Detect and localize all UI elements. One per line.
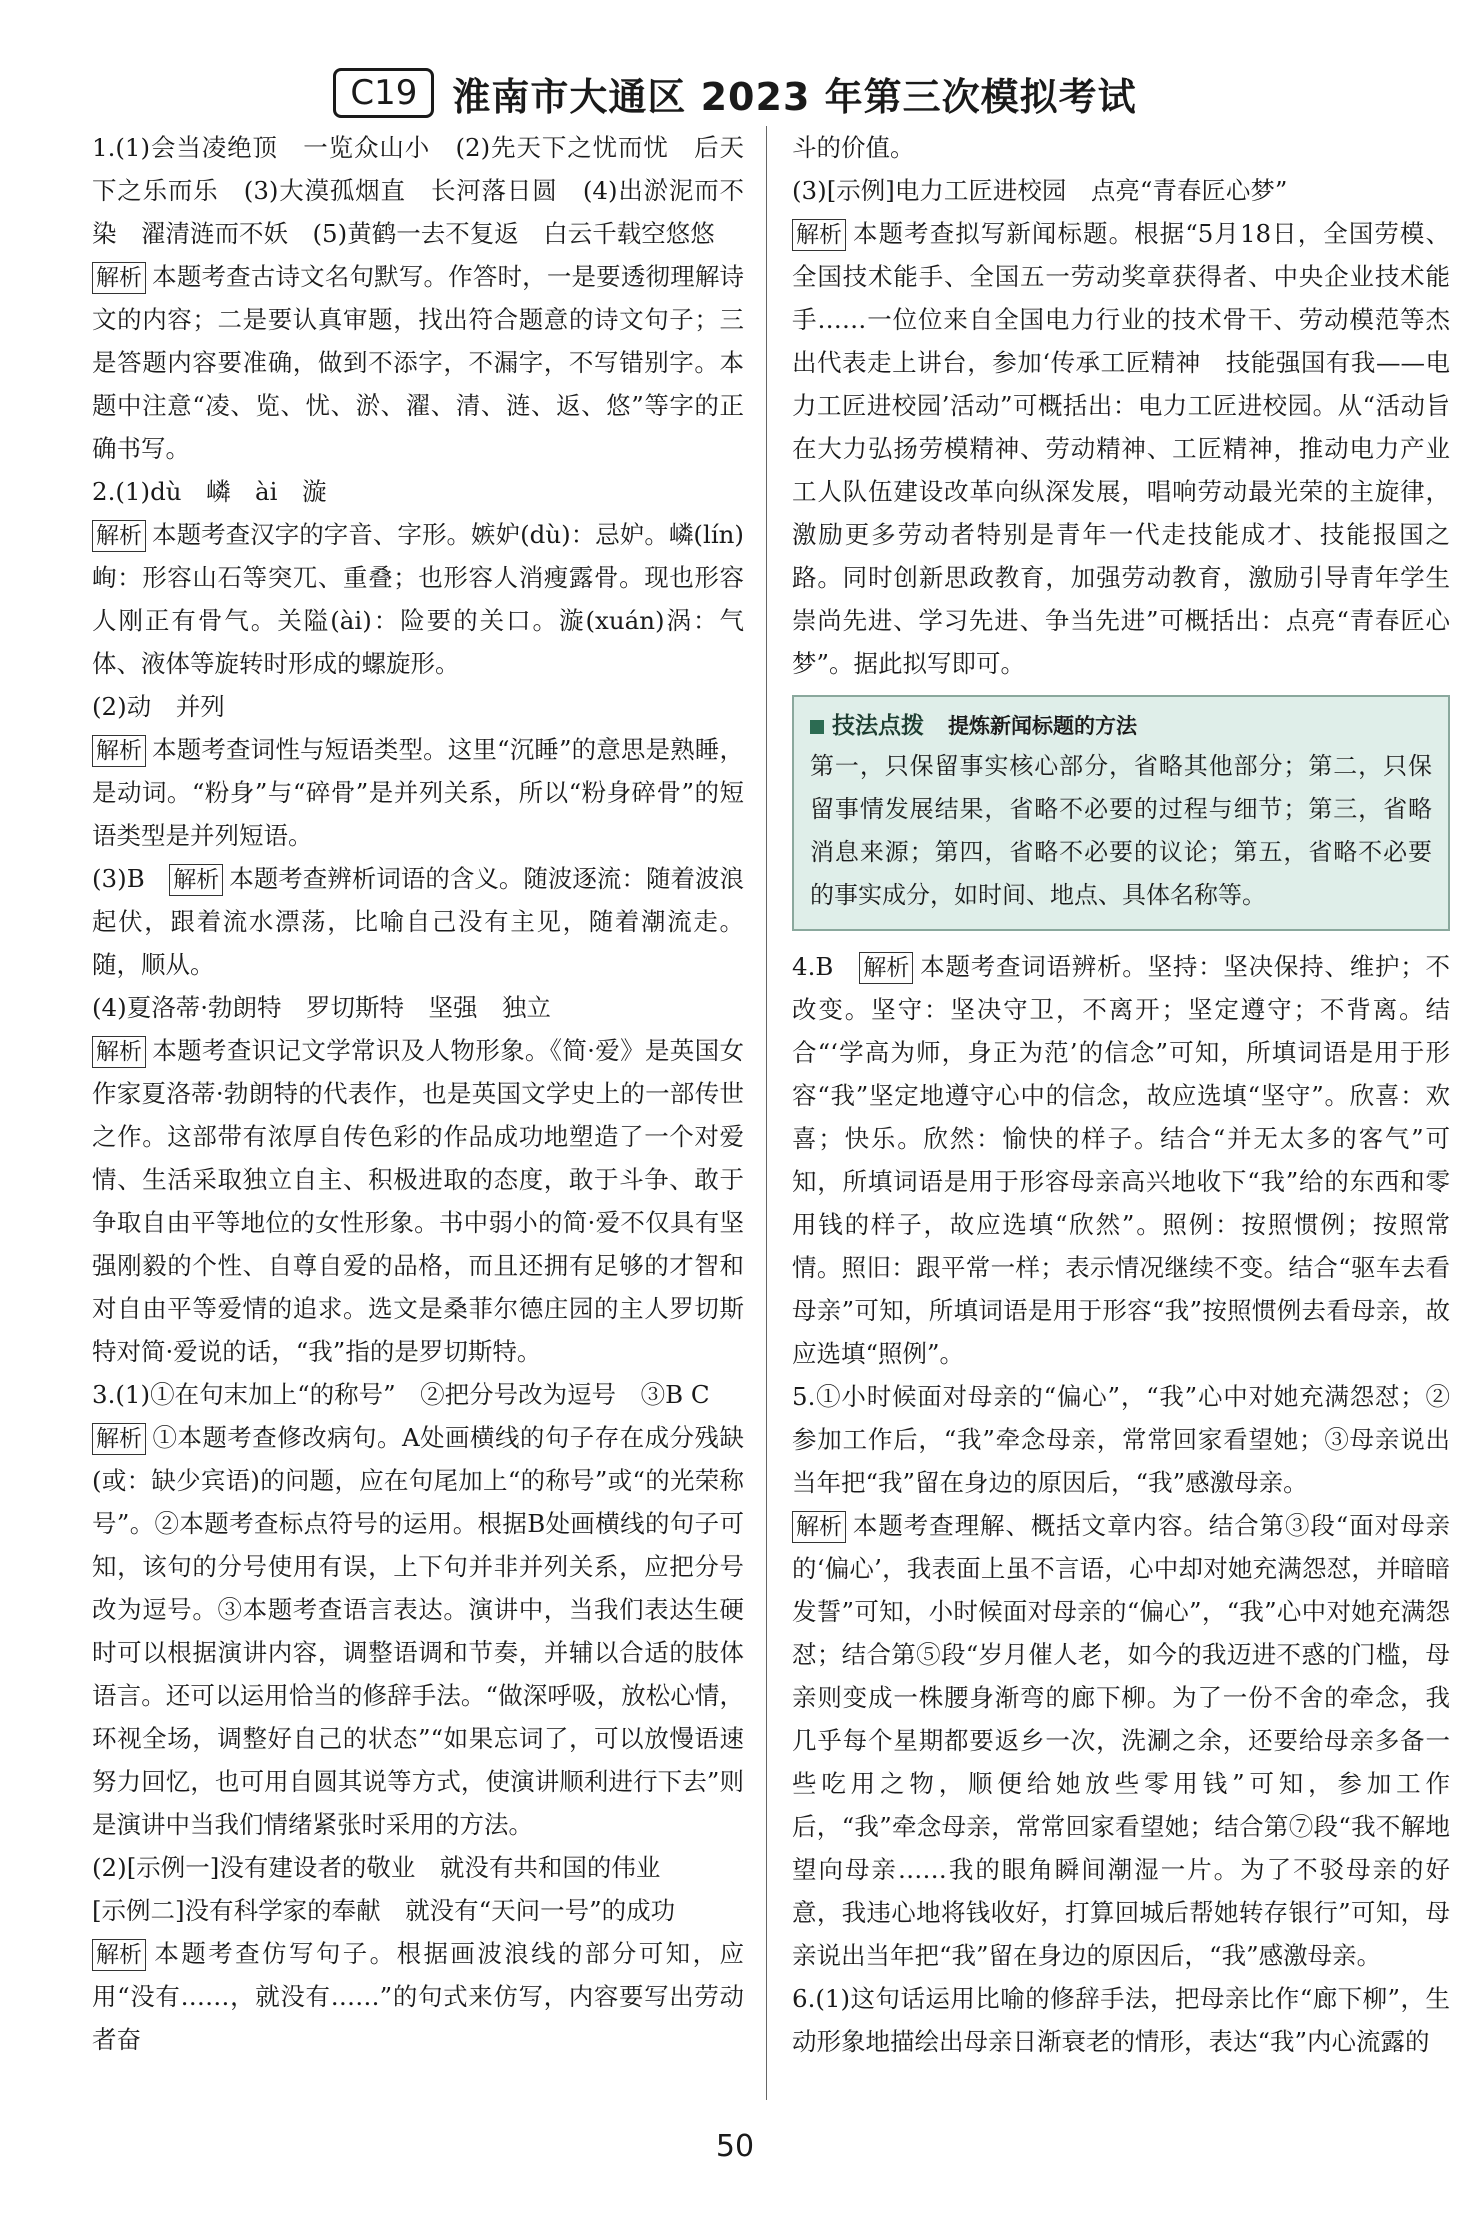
answer-text: 本题考查辨析词语的含义。随波逐流：随着波浪起伏，跟着流水漂荡，比喻自己没有主见，随着潮流走。随，顺从。 <box>92 864 744 979</box>
analysis-tag: 解析 <box>92 262 146 294</box>
answer-prefix: (3)B <box>92 864 170 893</box>
answer-paragraph <box>92 126 744 255</box>
answer-text: (2)[示例一]没有建设者的敬业 就没有共和国的伟业 <box>92 1853 661 1882</box>
answer-paragraph <box>792 945 1450 1375</box>
answer-prefix: 4.B <box>792 952 860 981</box>
tip-name: 技法点拨 <box>832 713 924 739</box>
column-divider <box>766 126 767 2100</box>
answer-paragraph <box>792 169 1450 212</box>
answer-paragraph <box>792 1977 1450 2063</box>
answer-paragraph <box>92 857 744 986</box>
answer-paragraph <box>92 728 744 857</box>
answer-text: 斗的价值。 <box>792 133 915 162</box>
answer-text: [示例二]没有科学家的奉献 就没有“天问一号”的成功 <box>92 1896 676 1925</box>
analysis-tag: 解析 <box>92 1036 146 1068</box>
answer-text: 5.①小时候面对母亲的“偏心”，“我”心中对她充满怨怼；②参加工作后，“我”牵念母亲，常常回家看望她；③母亲说出当年把“我”留在身边的原因后，“我”感激母亲。 <box>792 1382 1450 1497</box>
analysis-tag: 解析 <box>792 219 846 251</box>
answer-paragraph <box>92 1029 744 1373</box>
answer-text: 本题考查理解、概括文章内容。结合第③段“面对母亲的‘偏心’，我表面上虽不言语，心中却对她充满怨怼，并暗暗发誓”可知，小时候面对母亲的“偏心”，“我”心中对她充满怨怼；结合第⑤段“岁月催人老，如今的我迈进不惑的门槛，母亲则变成一株腰身渐弯的廊下柳。为了一份不舍的牵念，我几乎每个星期都要返乡一次，洗涮之余，还要给母亲多备一些吃用之物，顺便给她放些零用钱”可知，参加工作后，“我”牵念母亲，常常回家看望她；结合第⑦段“我不解地望向母亲……我的眼角瞬间潮湿一片。为了不驳母亲的好意，我违心地将钱收好，打算回城后帮她转存银行”可知，母亲说出当年把“我”留在身边的原因后，“我”感激母亲。 <box>792 1511 1450 1970</box>
answer-text: 本题考查词性与短语类型。这里“沉睡”的意思是熟睡，是动词。“粉身”与“碎骨”是并列关系，所以“粉身碎骨”的短语类型是并列短语。 <box>92 735 744 850</box>
answer-text: 本题考查汉字的字音、字形。嫉妒(dù)：忌妒。嶙(lín)峋：形容山石等突兀、重叠；也形容人消瘦露骨。现也形容人刚正有骨气。关隘(ài)：险要的关口。漩(xuán)涡：气体、液体等旋转时形成的螺旋形。 <box>92 520 744 678</box>
exam-code-badge: C19 <box>333 68 434 118</box>
answer-text: 3.(1)①在句末加上“的称号” ②把分号改为逗号 ③B C <box>92 1380 710 1409</box>
square-bullet-icon <box>810 720 824 734</box>
answer-paragraph <box>92 1846 744 1889</box>
page-header <box>0 64 1470 122</box>
answer-paragraph <box>92 255 744 470</box>
analysis-tag: 解析 <box>92 735 146 767</box>
analysis-tag: 解析 <box>859 952 913 984</box>
answer-paragraph <box>92 1889 744 1932</box>
answer-paragraph <box>792 1504 1450 1977</box>
answer-paragraph <box>92 1373 744 1416</box>
answer-text: 本题考查识记文学常识及人物形象。《简·爱》是英国女作家夏洛蒂·勃朗特的代表作，也是英国文学史上的一部传世之作。这部带有浓厚自传色彩的作品成功地塑造了一个对爱情、生活采取独立自主、积极进取的态度，敢于斗争、敢于争取自由平等地位的女性形象。书中弱小的简·爱不仅具有坚强刚毅的个性、自尊自爱的品格，而且还拥有足够的才智和对自由平等爱情的追求。选文是桑菲尔德庄园的主人罗切斯特对简·爱说的话，“我”指的是罗切斯特。 <box>92 1036 744 1366</box>
tip-text: 第一，只保留事实核心部分，省略其他部分；第二，只保留事情发展结果，省略不必要的过程与细节；第三，省略消息来源；第四，省略不必要的议论；第五，省略不必要的事实成分，如时间、地点、具体名称等。 <box>810 752 1432 909</box>
answer-text: 6.(1)这句话运用比喻的修辞手法，把母亲比作“廊下柳”，生动形象地描绘出母亲日渐衰老的情形，表达“我”内心流露的 <box>792 1984 1450 2056</box>
right-column-upper <box>792 126 1450 685</box>
answer-paragraph <box>792 1375 1450 1504</box>
answer-paragraph <box>792 212 1450 685</box>
analysis-tag: 解析 <box>92 1423 146 1455</box>
analysis-tag: 解析 <box>169 864 223 896</box>
left-column <box>92 126 744 2100</box>
tip-box <box>792 695 1450 931</box>
answer-text: ①本题考查修改病句。A处画横线的句子存在成分残缺(或：缺少宾语)的问题，应在句尾加上“的称号”或“的光荣称号”。②本题考查标点符号的运用。根据B处画横线的句子可知，该句的分号使用有误，上下句并非并列关系，应把分号改为逗号。③本题考查语言表达。演讲中，当我们表达生硬时可以根据演讲内容，调整语调和节奏，并辅以合适的肢体语言。还可以运用恰当的修辞手法。“做深呼吸，放松心情，环视全场，调整好自己的状态”“如果忘词了，可以放慢语速努力回忆，也可用自圆其说等方式，使演讲顺利进行下去”则是演讲中当我们情绪紧张时采用的方法。 <box>92 1423 744 1839</box>
right-column <box>792 126 1450 2100</box>
tip-header <box>810 707 1432 745</box>
analysis-tag: 解析 <box>792 1511 846 1543</box>
page-number: 50 <box>715 2129 755 2164</box>
answer-text: 本题考查词语辨析。坚持：坚决保持、维护；不改变。坚守：坚决守卫，不离开；坚定遵守；不背离。结合“‘学高为师，身正为范’的信念”可知，所填词语是用于形容“我”坚定地遵守心中的信念，故应选填“坚守”。欣喜：欢喜；快乐。欣然：愉快的样子。结合“并无太多的客气”可知，所填词语是用于形容母亲高兴地收下“我”给的东西和零用钱的样子，故应选填“欣然”。照例：按照惯例；按照常情。照旧：跟平常一样；表示情况继续不变。结合“驱车去看母亲”可知，所填词语是用于形容“我”按照惯例去看母亲，故应选填“照例”。 <box>792 952 1450 1368</box>
analysis-tag: 解析 <box>92 1939 146 1971</box>
answer-paragraph <box>92 1932 744 2061</box>
tip-title: 提炼新闻标题的方法 <box>948 713 1137 738</box>
answer-paragraph <box>92 513 744 685</box>
right-column-lower <box>792 945 1450 2063</box>
answer-text: 1.(1)会当凌绝顶 一览众山小 (2)先天下之忧而忧 后天下之乐而乐 (3)大漠孤烟直 长河落日圆 (4)出淤泥而不染 濯清涟而不妖 (5)黄鹤一去不复返 白云千载空悠悠 <box>92 133 744 248</box>
answer-text: (4)夏洛蒂·勃朗特 罗切斯特 坚强 独立 <box>92 993 551 1022</box>
answer-paragraph <box>92 1416 744 1846</box>
answer-paragraph <box>92 685 744 728</box>
answer-paragraph <box>92 986 744 1029</box>
answer-paragraph <box>92 470 744 513</box>
analysis-tag: 解析 <box>92 520 146 552</box>
answer-text: (2)动 并列 <box>92 692 225 721</box>
answer-paragraph <box>792 126 1450 169</box>
answer-text: 本题考查拟写新闻标题。根据“5月18日，全国劳模、全国技术能手、全国五一劳动奖章获得者、中央企业技术能手……一位位来自全国电力行业的技术骨干、劳动模范等杰出代表走上讲台，参加‘传承工匠精神 技能强国有我——电力工匠进校园’活动”可概括出：电力工匠进校园。从“活动旨在大力弘扬劳模精神、劳动精神、工匠精神，推动电力产业工人队伍建设改革向纵深发展，唱响劳动最光荣的主旋律，激励更多劳动者特别是青年一代走技能成才、技能报国之路。同时创新思政教育，加强劳动教育，激励引导青年学生崇尚先进、学习先进、争当先进”可概括出：点亮“青春匠心梦”。据此拟写即可。 <box>792 219 1450 678</box>
answer-text: 2.(1)dù 嶙 ài 漩 <box>92 477 327 506</box>
answer-text: (3)[示例]电力工匠进校园 点亮“青春匠心梦” <box>792 176 1288 205</box>
page-title: 淮南市大通区 2023 年第三次模拟考试 <box>452 74 1137 119</box>
answer-text: 本题考查仿写句子。根据画波浪线的部分可知，应用“没有……，就没有……”的句式来仿写，内容要写出劳动者奋 <box>92 1939 744 2054</box>
answer-text: 本题考查古诗文名句默写。作答时，一是要透彻理解诗文的内容；二是要认真审题，找出符合题意的诗文句子；三是答题内容要准确，做到不添字，不漏字，不写错别字。本题中注意“凌、览、忧、淤、濯、清、涟、返、悠”等字的正确书写。 <box>92 262 744 463</box>
